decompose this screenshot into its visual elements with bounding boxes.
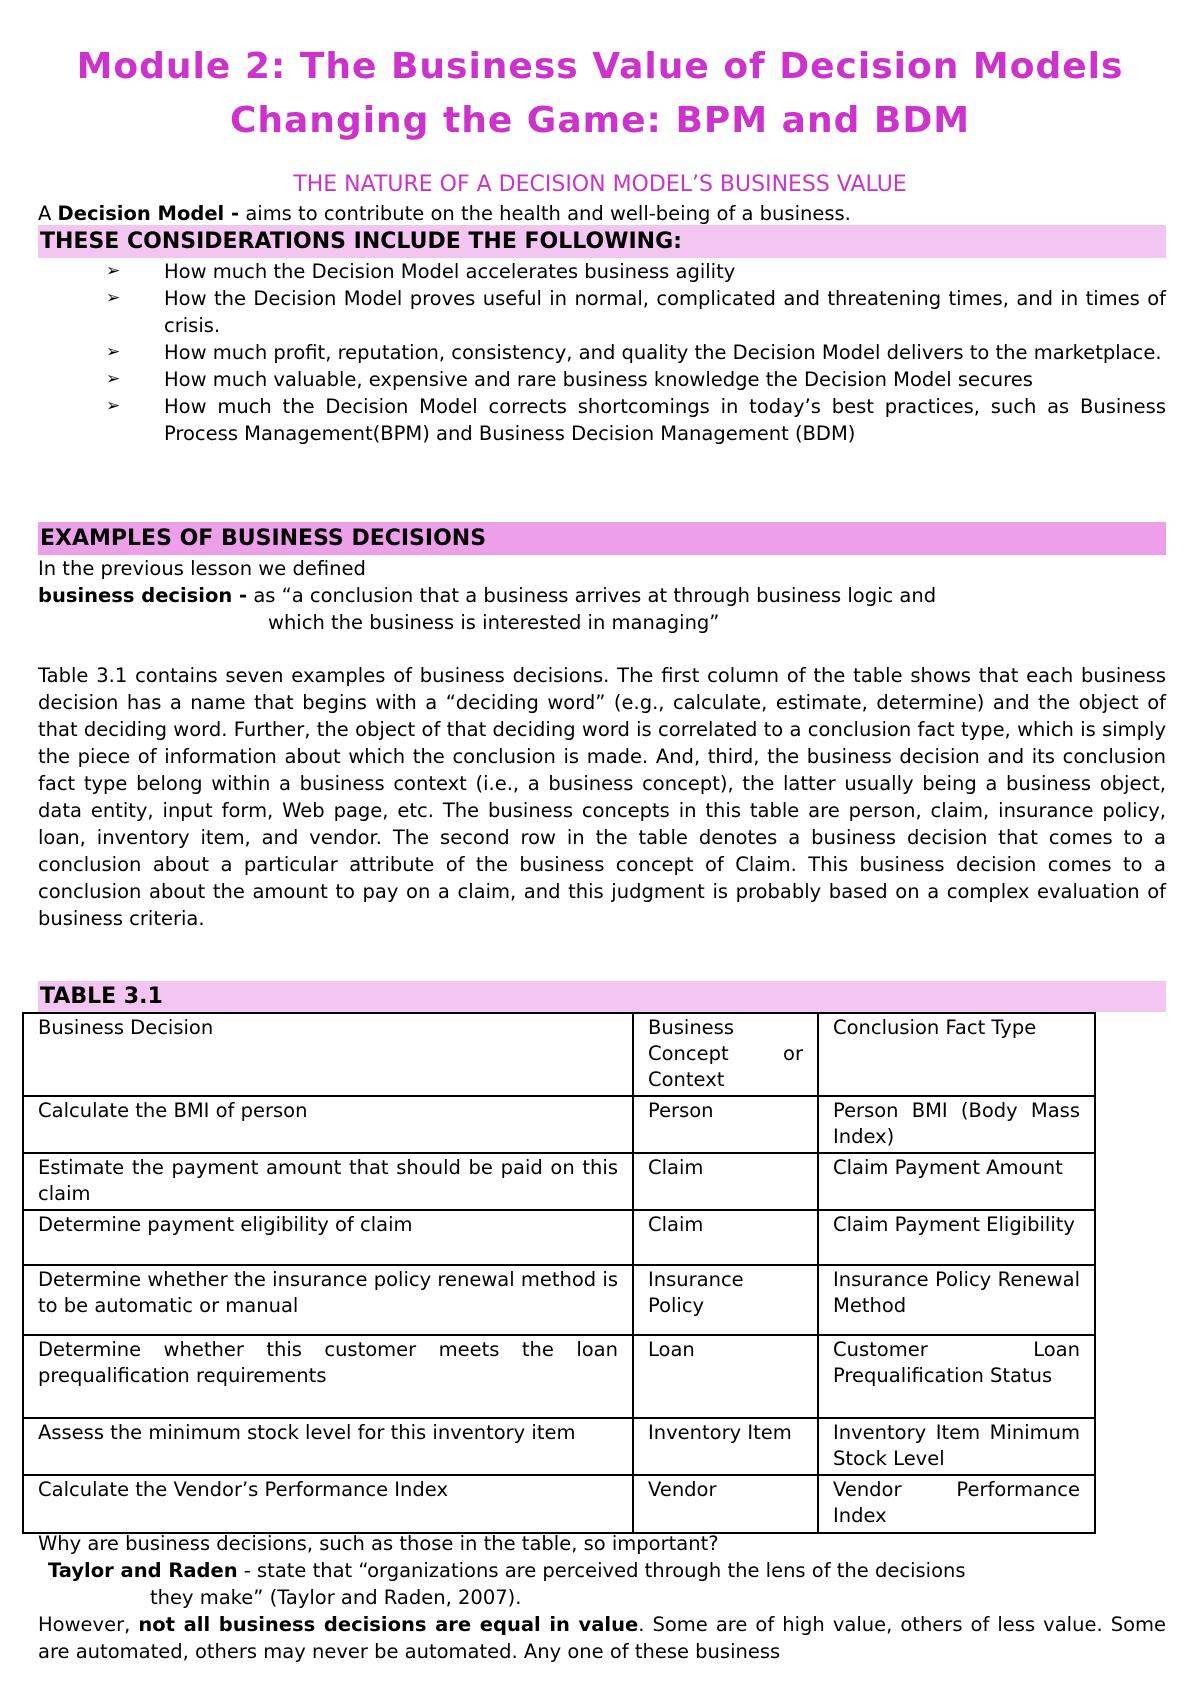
however-lead: However,: [38, 1613, 139, 1636]
taylor-raden-quote: [38, 1557, 1166, 1584]
module-subtitle: Changing the Game: BPM and BDM: [229, 100, 971, 141]
section-heading-nature: THE NATURE OF A DECISION MODEL’S BUSINESS VALUE: [293, 172, 907, 197]
list-item: ➢ How much the Decision Model accelerates business agility: [106, 260, 736, 283]
quote-continuation: they make” (Taylor and Raden, 2007).: [150, 1586, 522, 1609]
table-heading: TABLE 3.1: [38, 981, 1166, 1012]
module-title: Module 2: The Business Value of Decision Models: [76, 46, 1124, 87]
definition-continuation: which the business is interested in managing”: [268, 611, 720, 634]
table-row: Calculate the BMI of person Person Person BMI (Body Mass Index): [23, 1096, 1095, 1153]
definition-term: business decision -: [38, 584, 248, 607]
list-item: ➢ How the Decision Model proves useful in normal, complicated and threatening times, and in times of crisis.: [106, 287, 1166, 337]
table-description-paragraph: Table 3.1 contains seven examples of business decisions. The first column of the table shows that each business decision has a name that begins with a “deciding word” (e.g., calculate, estimate, determine) and the object of that deciding word. Further, the object of that deciding word is correlated to a conclusion fact type, which is simply the piece of information about which the conclusion is made. And, third, the business decision and its conclusion fact type belong within a business context (i.e., a business concept), the latter usually being a business object, data entity, input form, Web page, etc. The business concepts in this table are person, claim, insurance policy, loan, inventory item, and vendor. The second row in the table denotes a business decision that comes to a conclusion about a particular attribute of the business concept of Claim. This business decision comes to a conclusion about the amount to pay on a claim, and this judgment is probably based on a complex evaluation of business criteria.: [38, 664, 1166, 930]
arrow-bullet-icon: ➢: [106, 396, 121, 416]
arrow-bullet-icon: ➢: [106, 369, 121, 389]
definition-text: as “a conclusion that a business arrives at through business logic and: [247, 584, 937, 607]
considerations-heading: THESE CONSIDERATIONS INCLUDE THE FOLLOWING:: [38, 225, 1166, 258]
table-row: Determine whether the insurance policy renewal method is to be automatic or manual Insurance Policy Insurance Policy Renewal Method: [23, 1265, 1095, 1335]
table-row: Estimate the payment amount that should be paid on this claim Claim Claim Payment Amount: [23, 1153, 1095, 1210]
intro-term: Decision Model -: [57, 202, 240, 225]
value-paragraph: [38, 1611, 1166, 1665]
importance-question: Why are business decisions, such as those in the table, so important?: [38, 1532, 719, 1555]
column-header-conclusion-fact-type: Conclusion Fact Type: [818, 1013, 1095, 1096]
business-decision-definition: [38, 582, 1166, 609]
intro-text: aims to contribute on the health and well-being of a business.: [239, 202, 851, 225]
list-item: ➢ How much profit, reputation, consistency, and quality the Decision Model delivers to the marketplace.: [106, 341, 1162, 364]
intro-prefix: A: [38, 202, 58, 225]
arrow-bullet-icon: ➢: [106, 261, 121, 281]
quote-authors: Taylor and Raden: [48, 1559, 238, 1582]
table-row: Calculate the Vendor’s Performance Index Vendor Vendor Performance Index: [23, 1475, 1095, 1533]
list-item: ➢ How much valuable, expensive and rare business knowledge the Decision Model secures: [106, 368, 1033, 391]
list-item: ➢ How much the Decision Model corrects shortcomings in today’s best practices, such as Business Process Management(BPM) and Business Decision Management (BDM): [106, 395, 1166, 445]
arrow-bullet-icon: ➢: [106, 288, 121, 308]
considerations-list: [38, 258, 1166, 447]
however-bold: not all business decisions are equal in value: [138, 1613, 639, 1636]
examples-heading: EXAMPLES OF BUSINESS DECISIONS: [38, 522, 1166, 555]
table-row: Assess the minimum stock level for this inventory item Inventory Item Inventory Item Minimum Stock Level: [23, 1418, 1095, 1475]
column-header-business-concept: Business Concept or Context: [633, 1013, 818, 1096]
quote-text: - state that “organizations are perceived through the lens of the decisions: [237, 1559, 966, 1582]
previous-lesson-text: In the previous lesson we defined: [38, 557, 366, 580]
column-header-business-decision: Business Decision: [23, 1013, 633, 1096]
decision-model-intro: [38, 200, 1166, 227]
arrow-bullet-icon: ➢: [106, 342, 121, 362]
table-row: Determine whether this customer meets the loan prequalification requirements Loan Customer Loan Prequalification Status: [23, 1335, 1095, 1418]
table-header-row: [23, 1013, 1095, 1096]
table-row: Determine payment eligibility of claim Claim Claim Payment Eligibility: [23, 1210, 1095, 1265]
business-decisions-table: [22, 1012, 1096, 1534]
however-rest: . Some are of high value, others of less value. Some are automated, others may never be automated. Any one of these business: [38, 1613, 1166, 1663]
